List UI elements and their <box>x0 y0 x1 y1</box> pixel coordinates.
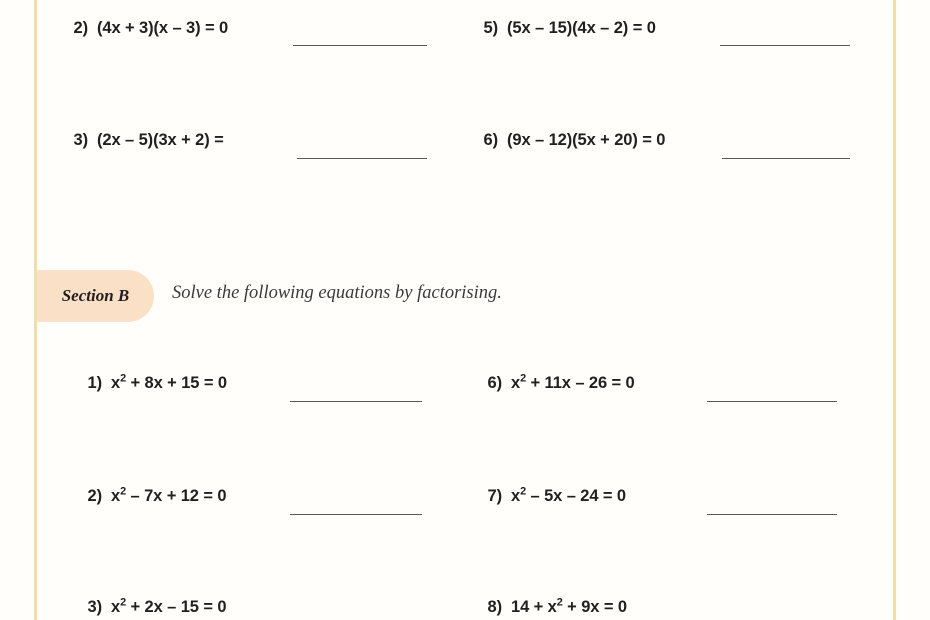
question-a5-expression: (5x – 15)(4x – 2) = 0 <box>507 19 656 37</box>
question-b6-number: 6) <box>487 374 502 392</box>
question-b7-number: 7) <box>487 487 502 505</box>
answer-blank-b1[interactable] <box>290 401 422 402</box>
question-b7-expression: $x^2 - 5x - 24 = 0$ <box>511 485 627 505</box>
question-a6-expression: (9x – 12)(5x + 20) = 0 <box>507 131 666 149</box>
question-b7 <box>476 487 626 506</box>
question-b3-expression: $x^2 + 2x - 15 = 0$ <box>111 596 227 616</box>
answer-blank-b2[interactable] <box>290 514 422 515</box>
answer-blank-a3[interactable] <box>297 158 427 159</box>
question-b1 <box>76 374 227 393</box>
section-b-badge-label: Section B <box>61 286 130 305</box>
question-a5 <box>472 19 656 38</box>
question-b1-expression: $x^2 + 8x + 15 = 0$ <box>111 372 227 392</box>
question-a5-number: 5) <box>483 19 498 37</box>
question-a3 <box>62 131 224 150</box>
question-a2 <box>62 19 228 38</box>
question-b8-expression: $14 + x^2 + 9x = 0$ <box>511 596 627 616</box>
section-b-instruction: Solve the following equations by factorising. <box>172 283 502 303</box>
answer-blank-a6[interactable] <box>722 158 850 159</box>
question-b8-number: 8) <box>487 598 502 616</box>
question-b6 <box>476 374 635 393</box>
question-b6-expression: $x^2 + 11x - 26 = 0$ <box>511 372 635 392</box>
question-b2-number: 2) <box>87 487 102 505</box>
answer-blank-a5[interactable] <box>720 45 850 46</box>
question-a6-number: 6) <box>483 131 498 149</box>
question-b2 <box>76 487 226 506</box>
page-rule-right <box>893 0 896 620</box>
question-b1-number: 1) <box>87 374 102 392</box>
question-b8 <box>476 598 627 617</box>
question-b3-number: 3) <box>87 598 102 616</box>
question-b2-expression: $x^2 - 7x + 12 = 0$ <box>111 485 227 505</box>
question-a3-number: 3) <box>73 131 88 149</box>
section-b-badge <box>37 270 154 322</box>
question-b3 <box>76 598 226 617</box>
answer-blank-a2[interactable] <box>293 45 427 46</box>
answer-blank-b7[interactable] <box>707 514 837 515</box>
answer-blank-b6[interactable] <box>707 401 837 402</box>
question-a2-expression: (4x + 3)(x – 3) = 0 <box>97 19 229 37</box>
question-a3-expression: (2x – 5)(3x + 2) = <box>97 131 224 149</box>
question-a6 <box>472 131 665 150</box>
question-a2-number: 2) <box>73 19 88 37</box>
